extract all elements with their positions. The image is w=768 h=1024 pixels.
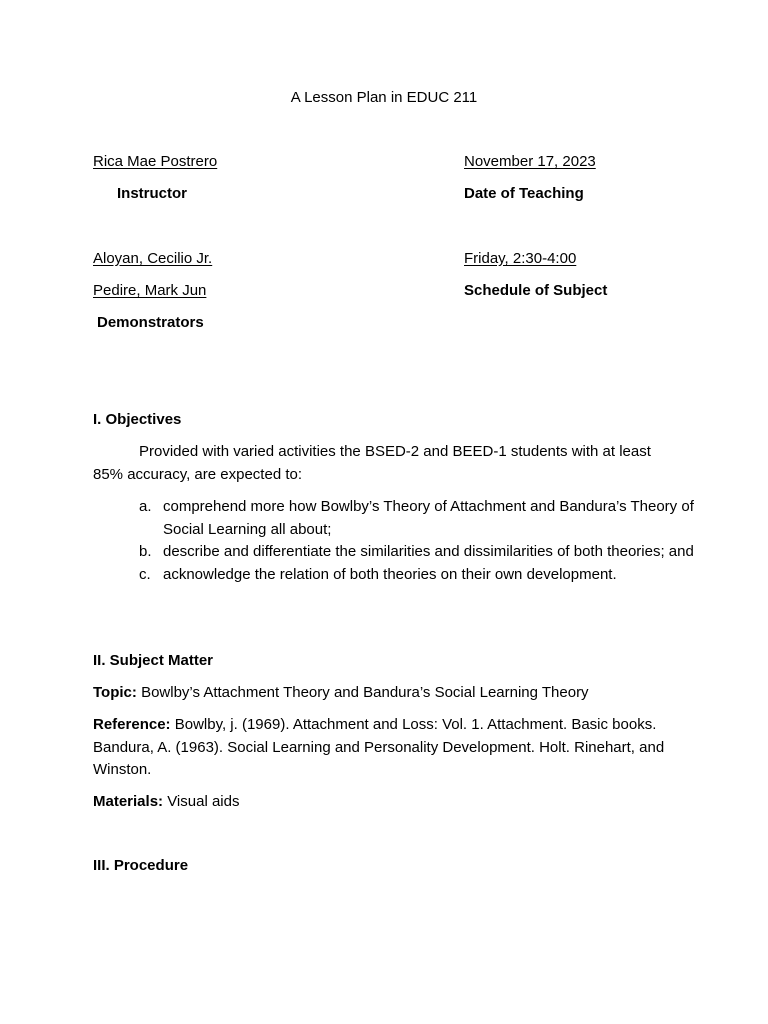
topic-label: Topic: xyxy=(93,684,137,701)
instructor-label: Instructor xyxy=(117,185,188,202)
materials-line xyxy=(93,791,683,814)
reference-value: Bowlby, j. (1969). Attachment and Loss: Vol. 1. Attachment. Basic books. Bandura, A. (1963). Social Learning and Personality Development. Holt. Rinehart, and Winston. xyxy=(93,716,665,778)
list-marker: c. xyxy=(139,565,151,583)
page-title: A Lesson Plan in EDUC 211 xyxy=(290,89,478,106)
reference-block xyxy=(93,714,683,782)
topic-line xyxy=(93,682,683,705)
list-item xyxy=(139,564,699,587)
schedule-label: Schedule of Subject xyxy=(464,282,608,299)
list-item-text: comprehend more how Bowlby’s Theory of Attachment and Bandura’s Theory of Social Learning all about; xyxy=(163,498,694,538)
demonstrator-name-1: Aloyan, Cecilio Jr. xyxy=(93,250,213,267)
teaching-date: November 17, 2023 xyxy=(464,153,596,170)
topic-value: Bowlby’s Attachment Theory and Bandura’s Social Learning Theory xyxy=(141,684,589,701)
demonstrator-name-2: Pedire, Mark Jun xyxy=(93,282,207,299)
list-item xyxy=(139,496,699,541)
objectives-list xyxy=(139,496,699,586)
schedule-value: Friday, 2:30-4:00 xyxy=(464,250,577,267)
subject-matter-heading: II. Subject Matter xyxy=(93,652,214,669)
reference-label: Reference: xyxy=(93,716,171,733)
materials-label: Materials: xyxy=(93,793,164,810)
list-item-text: acknowledge the relation of both theories on their own development. xyxy=(163,565,617,583)
list-marker: b. xyxy=(139,543,152,560)
list-item xyxy=(139,541,699,564)
objectives-heading: I. Objectives xyxy=(93,411,182,428)
materials-value: Visual aids xyxy=(167,793,240,810)
objectives-intro: Provided with varied activities the BSED-2 and BEED-1 students with at least 85% accuracy, are expected to: xyxy=(93,443,651,483)
instructor-name: Rica Mae Postrero xyxy=(93,153,218,170)
demonstrators-label: Demonstrators xyxy=(97,314,204,331)
procedure-heading: III. Procedure xyxy=(93,857,189,874)
list-marker: a. xyxy=(139,498,152,515)
teaching-date-label: Date of Teaching xyxy=(464,185,584,202)
list-item-text: describe and differentiate the similarities and dissimilarities of both theories; and xyxy=(163,543,694,560)
